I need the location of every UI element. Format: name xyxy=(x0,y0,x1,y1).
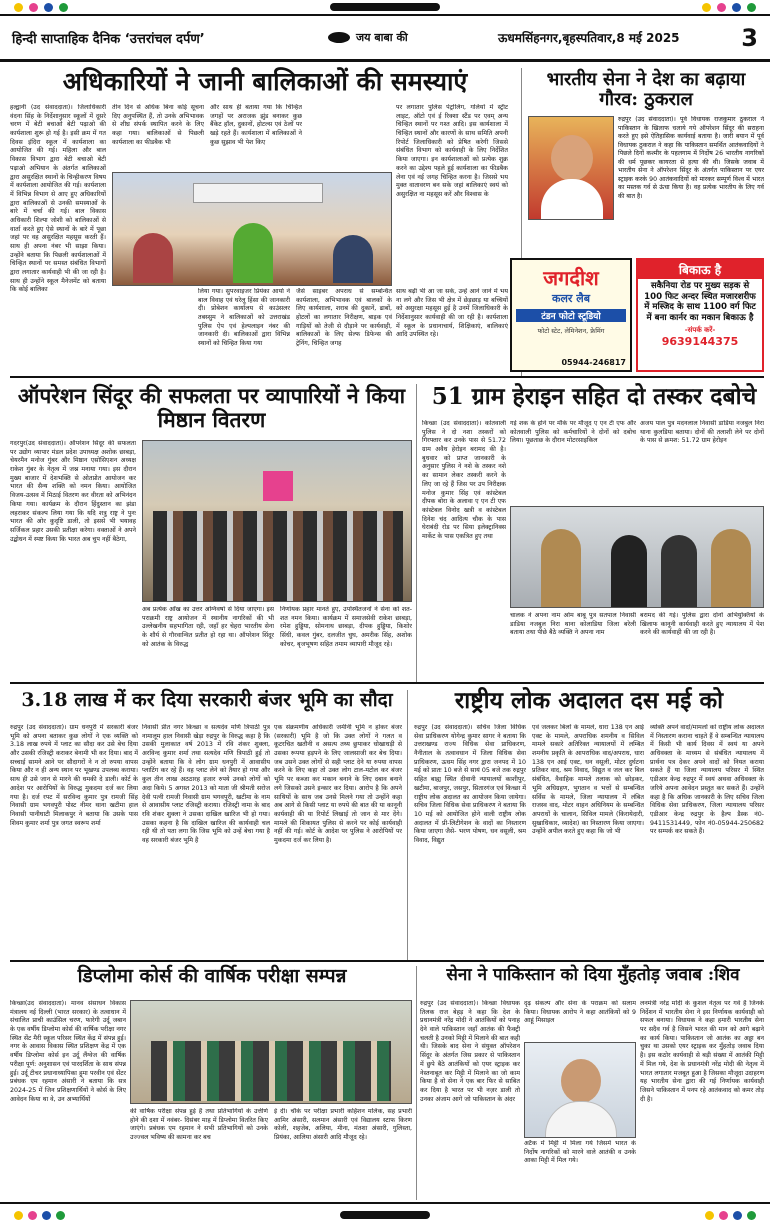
story4-col4: चालक ने अपना नाम ओम बाबू पुत्र सतपाल निवासी डाडिया नजबुल निरा थाना कोलाडिया जिला बरेली बताया तथा पीछे बैठे व्यक्ति ने अपना नाम xyxy=(510,612,636,637)
story5-col3: एक संक्रमणीय अधिकारी जमीनी भूमि न होकर बंजर (सरकारी) भूमि है जो कि उक्त लोगों ने गलत व कूटरचित खतौनी व असत्य तथ्य छुपाकर धोखाधड़ी से उसका रूपया हड़पने के लिए जालसाजी कर बेच दिया। जब उसने उक्त लोगों से सही प्लाट देने या रुपया वापस करने के लिए कहा तो उक्त लोग टाल-मटोल कर बंजर भूमि पर कब्जा कर मकान बनाने के लिए दबाव बनाने लगे जिसको उसने इन्कार कर दिया। आरोप है कि अपने साथियों के साथ जब उनसे मिलने गया तो उन्होंने कहा अब आगे से किसी प्लाट या रुपये की बात की या कानूनी कार्यवाही की या रिपोर्ट लिखाई तो जान से मार देंगे। मामले की शिकायत पुलिस से करने पर कोई कार्यवाही नहीं की गई। कोर्ट के आदेश पर पुलिस ने आरोपियों पर मुकदमा दर्ज कर लिया है। xyxy=(274,724,402,844)
story3-col3: निर्णायक प्रहार मानते हुए, उपस्थितजनों ने सेना को शत-शत नमन किया। कार्यक्रम में समाजसेवी राकेश छाबड़ा, रमेश हुड्डिया, सोमनाथ छाबड़ा, दीपक हुड्डिया, किशोर सिंधी, कवल गुंबर, दलजीत चुघ, अमरीक सिंह, अशोक कोचर, बृजभूषण सहित तमाम व्यापारी मौजूद रहे। xyxy=(280,606,412,648)
leaf-icon xyxy=(328,32,350,43)
section-rule xyxy=(10,960,764,962)
face-shape xyxy=(551,135,593,181)
yellow-dot-icon xyxy=(702,3,711,12)
pink-dot-icon xyxy=(717,3,726,12)
paper-name: हिन्दी साप्ताहिक दैनिक ‘उत्तरांचल दर्पण’ xyxy=(12,31,205,47)
story6-col2: एवं जलकर बिलों के मामले, धारा 138 एन आई एक्ट के मामले, अपराधिक शमनीय व सिविल मामले सकारे अतिरिक्त न्यायालयों में लम्बित शमनीय प्रकृति के आपराधिक वाद/अपराध, धारा 138 एन आई एक्ट, धन वसूली, मोटर दुर्घटना प्रतिकर वाद, श्रम विवाद, विद्युत व जल कर बिल संबंधित, वैवाहिक मामले तलाक को छोड़कर, भूमि अधिग्रहण, भुगतान व भत्तों से सम्बन्धित सर्विस के मामले, जिला न्यायालय में लंबित राजस्व वाद, मोटर वाहन अधिनियम के सम्बन्धित अपराधों के चालान, सिविल मामले (किरायेदारी, सुखाधिकार, व्यादेश) का निस्तारण किया जाएगा। उन्होंने अपील करते हुए कहा कि जो भी xyxy=(532,724,644,836)
green-dot-icon xyxy=(56,1211,65,1220)
ad-sale-contact-label: -संपर्क करें- xyxy=(684,325,716,334)
ad-sale xyxy=(636,258,764,372)
story8-col2: दृढ़ संकल्प और सेना के पराक्रम को सलाम किया। विधायक आरोप ने कहा आतंकियों को 9 आहूं मिसाइल xyxy=(524,1000,636,1025)
top-color-strip xyxy=(0,0,770,14)
yellow-dot-icon xyxy=(705,1211,714,1220)
officer-shape xyxy=(541,529,581,608)
story1-col4: पर लगातार पुलिस पेट्रोलिंग, गलियों में स्ट्रीट लाइट, ऑटो एवं ई रिक्शा स्टैंड पर एवम् अन्य चिन्हित स्थानों पर गश्त आदि। इस कार्यशाला में चिन्हित स्थानों और कारणों के साथ समिति अपनी रिपोर्ट जिलाधिकारी को प्रेषित करेगी जिससे संबंधित विभाग को कार्यवाही के लिए निर्देशित किया जाएगा। इन कार्यशालाओं को प्रत्येक शुक्र करने का उद्देश्य पहले हुई कार्यशाला का फीडबैक लेना एवं नई जगह चिन्हित करना है। जिससे भय मुक्त वातावरण बन सके जहां बालिकाएं स्वयं को असुरक्षित ना महसूस करें और विश्वास के xyxy=(396,104,508,198)
pink-dot-icon xyxy=(29,3,38,12)
officer-shape xyxy=(711,529,751,608)
ad-jagdish xyxy=(510,258,632,372)
story7-col1: किच्छा(उद संवाददाता)। मानव संसाधन विकास मंत्रालय नई दिल्ली (भारत सरकार) के तत्वाधान में संचालित प्राची काउंसिल चरण, फारेगी उर्दू जबान के एक वर्षीय डिप्लोमा कोर्स की वार्षिक परीक्षा नगर स्थित सेंट मैरी स्कूल परिसर स्थित केंद्र में संपन्न हुई। नगर के आवास विकास स्थित प्रशिक्षण केंद्र में एक वर्षीय डिप्लोमा कोर्स इन उर्दू लैंग्वेज की वार्षिक परीक्षा पूर्ण: अनुशासन एवं पारदर्शिता के साथ संपन्न हुई। उर्दू टीचर प्रधानाध्यापिका हुमा परवीन एवं सेंटर प्रबंधक एम रहमान अंसारी ने बताया कि सत्र 2024-25 में जिन प्रशिक्षणार्थियों ने कोर्स के लिए आवेदन किया था वे, उन अभ्यार्थियों xyxy=(10,1000,126,1103)
headline-story1: अधिकारियों ने जानी बालिकाओं की समस्याएं xyxy=(62,67,468,96)
accused-shape xyxy=(611,535,647,608)
story1-col5: लिया गया। सुपरवाइजर प्रियंका आर्या ने बाल विवाह एवं घरेलू हिंसा की जानकारी दी। प्रोबेशन कार्यालय से काउंसलर तबस्सुम ने बालिकाओं को उत्तराखंड पुलिस ऐप एवं हेल्पलाइन नंबर की जानकारी दी। बालिकाओं द्वारा विभिन्न स्थानों को चिन्हित किया गया xyxy=(198,288,290,348)
story6-col3: व्यक्ति अपने वादों/मामलों को राष्ट्रीय लोक अदालत में निस्तारण कराना चाहते हैं वे सम्बन्धित न्यायालय में किसी भी कार्य दिवस में स्वयं या अपने अधिवक्ता के माध्यम से संबंधित न्यायालय में प्रार्थना पत्र देकर अपने वादों को नियत कराया सकते हैं या जिला न्यायालय परिसर में स्थित एडीआर केन्द्र रुद्रपुर में स्वयं अथवा अधिवक्ता के जरिये अपना आवेदन प्रस्तुत कर सकते हैं। उन्होंने कहा है कि अधिक जानकारी के लिए सचिव जिला विधिक सेवा प्राधिकरण, जिला न्यायालय परिसर एडीआर केन्द्र रुद्रपुर के हैल्प डैस्क नं0-9411531449, फोन नं0-05944-250682 पर सम्पर्क कर सकते हैं। xyxy=(650,724,764,836)
story7-col2: की वार्षिक परीक्षा संपन्न हुई है तथा प्रतिभागियों के उत्तीर्ण होने की दशा में नवंबर- दिसंबर माह में डिप्लोमा वितरित किए जाएंगे। प्रबंधक एम रहमान ने सभी प्रतिभागियों को उनके उज्ज्वल भविष्य की कामना कर बच xyxy=(130,1108,268,1142)
blue-dot-icon xyxy=(733,1211,742,1220)
accused-shape xyxy=(661,535,697,608)
ad-jagdish-line2: टंडन फोटो स्टूडियो xyxy=(516,309,626,322)
blue-dot-icon xyxy=(44,3,53,12)
ad-sale-top: बिकाऊ है xyxy=(638,260,762,279)
blue-dot-icon xyxy=(42,1211,51,1220)
story4-col2: गई शक के होने पर मौके पर मौजूद ए एन टी एफ और कोतवाली पुलिस को कर्मचारियों ने दोनों को दबोच लिया। पूछताछ के दौरान मोटरसाइकिल xyxy=(510,420,636,445)
column-divider xyxy=(416,384,417,682)
page-number: 3 xyxy=(741,23,758,52)
banner-shape xyxy=(193,183,323,203)
story3-col2: अब प्रत्येक आँख का उत्तर अग्निवर्षा से दिया जाएगा। इस पराक्रमी राष्ट्र आयोजन में स्थानीय नागरिकों की भी उल्लेखनीय सहभागिता रही, जहाँ हर चेहरा भारतीय सेना के शौर्य से गौरवान्वित प्रतीत हो रहा था। ऑपरेशन सिंदूर को आतंक के विरुद्ध xyxy=(142,606,274,648)
ad-jagdish-phone: 05944-246817 xyxy=(561,358,626,367)
bottom-strip xyxy=(0,1202,770,1226)
ad-jagdish-name: जगदीश xyxy=(543,266,599,290)
headline-story4: 51 ग्राम हेराइन सहित दो तस्कर दबोचे xyxy=(431,383,757,410)
story4-photo xyxy=(510,506,764,608)
headline-story5: 3.18 लाख में कर दिया सरकारी बंजर भूमि का सौदा xyxy=(21,689,393,711)
yellow-dot-icon xyxy=(14,3,23,12)
ad-jagdish-line1: कलर लैब xyxy=(552,292,590,305)
story5-col2: निवासी प्रीत नगर किच्छा व सत्यदेव मणि त्रिपाठी पुत्र नामालूम हाल निवासी खेड़ा रुद्रपुर के विरुद्ध कहा है कि उसकी मुलाकात वर्ष 2013 में रवि शंकर शुक्ला, अरविन्द कुमार शर्मा तथा सत्यदेव मणि त्रिपाठी हुई तो उन्होंने बताया कि वे लोग ग्राम धनपुरी में आवासीय प्लाटिंग कर रहे हैं। वह प्लाट लेने को तैयार हो गया और कुल तीन लाख अठठारह हजार रुपये उनको लोगों को अदा किये। 5 अगस्त 2013 को माता जी श्रीमती सरोज देवी पत्नी रामजी निवासी ग्राम भगवपुरी, खटीमा के नाम से आवासीय प्लाट रजिस्ट्री कराया। रजिस्ट्री नामा के बाद रवि शंकर शुक्ला ने उसका दाखिल खारिज भी हो गया। उसका कहना है कि दाखिल खारिज की कार्यवाही चल रही थी तो पता लगा कि जिस भूमि को उन्हें बेचा गया है वह सरकारी बंजर भूमि है xyxy=(142,724,270,844)
story1-col2: तीन दिन से अधिक बिना कोई सूचना दिए अनुपस्थित हैं, तो उनके अभिभावक से शीघ्र संपर्क स्थापित करने के लिए कहा गया। बालिकाओं से पिछली कार्यशाला का फीडबैक भी xyxy=(112,104,204,146)
poster-shape xyxy=(263,471,293,501)
column-divider xyxy=(407,690,408,960)
story8-col3: अटैक में मिट्टी मे मिला गये जिसमें भारत के निर्दोष नागरिकों को मारने वाले आतंकी व उनके आका मिट्टी में मिल गये। xyxy=(524,1140,636,1165)
portrait-photo xyxy=(528,116,614,220)
shirt-shape xyxy=(545,1101,617,1138)
slogan xyxy=(328,30,498,45)
headline-story7: डिप्लोमा कोर्स की वार्षिक परीक्षा सम्पन्न xyxy=(77,965,347,987)
story3-col1: गदरपुर(उद संवाददाता)। ऑपरेशन सिंदूर की सफलता पर उद्योग व्यापार मंडल प्रदेश उपाध्यक्ष अशोक छाबड़ा, चेयरमैन मनोज गुंबर और मिष्ठान एसोसिएशन अध्यक्ष राकेश गुंबर के नेतृत्व में जश्न मनाया गया। इस दौरान मुख्य बाजार में देशभक्ति से ओतप्रोत आयोजन कर भारत की सैन्य शक्ति को नमन किया। आयोजित विजय-उत्सव में मिठाई वितरण कर वीरता को अभिनंदन किया गया। कार्यक्रम के दौरान हिंदुस्तान का झंडा लहराकर संकल्प लिया गया कि यदि शत्रु राष्ट्र ने पुनः भारत की ओर कुदृष्टि डाली, तो इससे भी भयावह सर्जिकल प्रहार उसकी प्रतीक्षा करेगा। वक्ताओं ने अपने उद्बोधन में स्पष्ट किया कि भारत अब चुप नहीं बैठेगा, xyxy=(10,440,136,543)
yellow-dot-icon xyxy=(14,1211,23,1220)
ad-sale-phone: 9639144375 xyxy=(661,334,739,348)
person-shape xyxy=(233,223,273,283)
students-shape xyxy=(151,1041,391,1101)
story8-col4: लनमंत्री नरेंद्र मोदी के कुशल नेतृत्व पर गर्व है जिनके निर्देशन में भारतीय सेना ने इस निर्णायक कार्यवाही को सफल बनाया। विधायक ने कहा हमारी भारतीय सेना पर सदैव गर्व है जिसने भारत की मान को आगे बढ़ाने का कार्य किया। पाकिस्तान जो आतंक का अड्डा बन चुका था उसको एयर स्ट्राइक कर मुँहतोड़ जवाब दिया है। इस कठोर कार्यवाही से बड़ी संख्या में आतंकी मिट्टी में मिल गये, देश के प्रधानमंत्री नरेंद्र मोदी की नेतृत्व में भारत लगातार मजबूत हुआ है जिसका मौजूदा उदाहरण यह भारतीय सेना द्वारा की गई निर्णायक कार्यवाही जिसने पाकिस्तान में पनप रहे आतंकवाद को कमर तोड़ दी है। xyxy=(640,1000,764,1103)
dateline: ऊधमसिंहनगर,बृहस्पतिवार,8 मई 2025 xyxy=(498,31,680,45)
story5-col1: रुद्रपुर (उद संवाददाता)। ग्राम धनपुरी में सरकारी बंजर भूमि को अपना बताकर कुछ लोगों ने एक व्यक्ति को 3.18 लाख रुपये में प्लाट का सौदा कर उसे बेच दिया और उसकी रजिस्ट्री कराकर बेनामी भी कर दिया। बाद में सच्चाई सामने आने पर सौदागरों ने न तो रुपया वापस किया और न ही अन्य स्थान पर भूखण्ड उपलब्ध कराया। साथ ही उसे जान से मारने की धमकी दे डाली। कोर्ट के आदेश पर आरोपियों के विरुद्ध मुकदमा दर्ज कर लिया गया है। दर्ज रपट में सरविन्द कुमार पुत्र रामजी सिंह निवासी ग्राम भगवपुरी पोस्ट नीमर थाना खटीमा हाल निवासी पानीघाटी मिलाकपुर ने बताया कि उसके पास शिवम कुमार शर्मा पुत्र जगत स्वरूप शर्मा xyxy=(10,724,138,827)
story2-body: रुद्रपुर (उद संवाददाता)। पूर्व विधायक राजकुमार ठुकराल ने पाकिस्तान के खिलाफ चलाये गये ऑपरेशन सिंदूर की सराहना करते हुए इसे ऐतिहासिक कार्यवाई बताया है। जारी बयान में पूर्व विधायक ठुकराल ने कहा कि पाकिस्तान समर्थित आतंकवादियों ने पिछले दिनों कश्मीर के पहलगाम में निर्दोष 26 भारतीय नागरिकों की धर्म पूछकर कायरता से हत्या की थी। जिसके जवाब में भारतीय सेना ने ऑपरेशन सिंदूर के अंतर्गत पाकिस्तान पर एयर स्ट्राइक करके 90 आतंकवादियों को मारकर सम्पूर्ण विश्व में भारत का मस्तक गर्व से ऊंचा किया है। वह प्रत्येक भारतीय के लिए गर्व की बात है। xyxy=(618,116,764,200)
story7-photo xyxy=(130,1000,412,1104)
section-rule xyxy=(10,376,764,378)
story8-col1: रुद्रपुर (उद संवाददाता)। किच्छा विधायक तिलक राज बेहड़ ने कहा कि देश के प्रधानमंत्री नरेंद्र मोदी ने आतंकियों को पनाह देने वाले पाकिस्तान जहाँ आतंक की फैक्ट्री चलती है उनको मिट्टी में मिलाने की बात कही थी। जिसके बाद सेना ने संयुक्त ऑपरेशन सिंदूर के अंतर्गत जिस प्रकार से पाकिस्तान में छुपे बैठे आतंकियों को एयर स्ट्राइक कर नेस्तनाबूत कर मिट्टी में मिलाने का जो काम किया है वो सेना ने एक बार फिर से साबित कर दिया है भारत पर भी नज़र डाली तो उनका अंजाम आगे जो पाकिस्तान के अंदर xyxy=(420,1000,520,1103)
person-shape xyxy=(133,233,173,283)
headline-story8: सेना ने पाकिस्तान को दिया मुँहतोड़ जवाब :शिव xyxy=(446,965,740,985)
section-rule xyxy=(10,682,764,684)
headline-story6: राष्ट्रीय लोक अदालत दस मई को xyxy=(454,687,724,714)
story3-photo xyxy=(142,440,412,602)
headline-story2: भारतीय सेना ने देश का बढ़ाया गौरव: ठुकराल xyxy=(546,69,746,111)
column-divider xyxy=(416,966,417,1200)
story1-col6: जैसे साइबर अपराध से सम्बन्धित कार्यशाला, अभिभावक एवं बालकों के लिए कार्यशाला, शराब की दुकानें, ढाबों, होटलों का लगातार निरीक्षण, बाइक एवं गाड़ियों को तेजी से दौड़ाने पर कार्यवाही, बालिकाओं के लिए सेल्फ डिफेन्स की ट्रेनिंग, चिन्हित जगह xyxy=(296,288,392,348)
green-dot-icon xyxy=(747,3,756,12)
green-dot-icon xyxy=(59,3,68,12)
black-bar-icon xyxy=(340,1211,430,1219)
story1-col3: और साथ ही बताया गया कि चिन्हित जगहों पर अराजक झुंड बनाकर कुछ बैंकेट हॉल, दुकानों, होटल्स एवं ठेलों पर खड़े रहते हैं। कार्यशाला में बालिकाओं ने कुछ सुझाव भी पेश किए xyxy=(210,104,302,146)
pink-dot-icon xyxy=(28,1211,37,1220)
color-dots-left xyxy=(14,1211,65,1220)
story8-portrait xyxy=(524,1042,636,1138)
crowd-shape xyxy=(153,511,403,601)
face-shape xyxy=(561,1059,601,1103)
slogan-text: जय बाबा की xyxy=(356,31,408,44)
black-bar-icon xyxy=(330,3,440,11)
story4-col1: किच्छा (उद संवाददाता)। कोतवाली पुलिस ने दो नशा तस्करों को गिरफ्तार कर उनके पास से 51.72 ग्राम अवैध हेरोइन बरामद की है। बुधवार को प्राप्त जानकारी के अनुसार पुलिस ने नशे के तस्कर नशे का सामान लेकर तस्करी करने के लिए जा रहे हैं जिस पर उप निरीक्षक मनोज कुमार सिंह एवं कांस्टेबल दीपक बोरा के अलावा ए एन टी एफ कांस्टेबल विनोद खत्री व कांस्टेबल दिनेश चंद आदित्य चौक के पास घेराबंदी रोड पर सिया इलेक्ट्रानिक्स मार्केट के पास एकत्रित हुए तथा xyxy=(422,420,506,540)
green-dot-icon xyxy=(747,1211,756,1220)
story4-col5: बरामद की गई। पुलिस द्वारा दोनों अभियुक्तियों के खिलाफ कानूनी कार्यवाही करते हुए न्यायालय में पेश करने की कार्यवाही की जा रही है। xyxy=(640,612,764,637)
masthead xyxy=(0,14,770,62)
story6-col1: रुद्रपुर (उद संवाददाता)। सचिव जिला विधिक सेवा प्राधिकरण योगेन्द्र कुमार सागर ने बताया कि उत्तराखण्ड राज्य विधिक सेवा प्राधिकरण, नैनीताल के तत्वावधान में जिला विधिक सेवा प्राधिकरण, ऊधम सिंह नगर द्वारा जनपद में 10 मई को प्रातः 10 बजे से सायं 05 बजे तक रुद्रपुर सहित बाह्य स्थित दीवानी न्यायालयों काशीपुर, खटीमा, बाजपुर, जसपुर, सितारगंज एवं किच्छा में राष्ट्रीय लोक अदालत का आयोजन किया जायेगा। सचिव जिला विधिक सेवा प्राधिकरण ने बताया कि 10 मई को आयोजित होने वाली राष्ट्रीय लोक अदालत में प्री-लिटीगेशन के वादों का निस्तारण किया जाएगा जैसे- भरण पोषण, धन वसूली, श्रम विवाद, विद्युत xyxy=(414,724,526,844)
story7-col3: ई दी। चौके पर परीक्षा प्रभारी कहिशन मलिक, सह प्रभारी आमिर अंसारी, सलमान अंसारी एवं विद्यालय स्टाफ किरण कोली, शहजेब, अलिया, मीना, मंतशा अंसारी, गुलिस्ता, प्रियंका, आलिया अंसारी आदि मौजूद रहे। xyxy=(274,1108,412,1142)
blue-dot-icon xyxy=(732,3,741,12)
story1-col7: साथ बढ़ीं भी आ जा सकें, उन्हें आने जाने में भय ना लगे और जिस भी क्षेत्र में छेड़छाड़ या बच्चियों को असुरक्षा महसूस हुई है उनमें जिलाधिकारी के निर्देशानुसार कार्यवाही की जा रही है। कार्यशाला में स्कूल के प्रधानाचार्य, शिक्षिकाएं, बालिकाएं आदि उपस्थित रहे। xyxy=(396,288,508,339)
headline-story3: ऑपरेशन सिंदूर की सफलता पर व्यापारियों ने किया मिष्ठान वितरण xyxy=(17,383,406,432)
shirt-shape xyxy=(541,179,603,220)
story1-col1: हल्द्वानी (उद संवाददाता)। जिलाधिकारी वंदना सिंह के निर्देशानुसार स्कूलों में दूसरे चरण में बेटी बचाओ बेटी पढ़ाओ की कार्यशाला शुरू हो गई है। इसी क्रम में गत दिवस इंदिरा स्कूल में कार्यशाला का आयोजित की गई। महिला और बाल विकास विभाग द्वारा बेटी बचाओ बेटी पढ़ाओ अभियान के अंतर्गत बालिकाओं द्वारा असुरक्षित स्थानों के चिन्हीकरण विषय में कार्यशाला आयोजित की गई। कार्यशाला में विभिन्न विभाग से आए हुए अधिकारियों द्वारा बालिकाओं से उनकी समस्याओं के बारे में चर्चा की गई। बाल विकास अधिकारी शिल्पा जोशी को बालिकाओं से वार्ता करते हुए ऐसे स्थानों के बारे में पूछा जहां पर वह असुरक्षित महसूस करती हैं। साथ ही अपना नंबर भी साझा किया। उन्होंने बताया कि पिछली कार्यशालाओं में चिन्हित स्थानों पर समस्त संबंधित विभागों द्वारा लगातार कार्यवाही भी की जा रही है। साथ ही उन्होंने स्कूल मैनेजमेंट को बताया कि कोई बालिका xyxy=(10,104,106,294)
color-dots-right xyxy=(705,1211,756,1220)
story1-photo xyxy=(112,172,392,286)
person-shape xyxy=(333,235,373,283)
pink-dot-icon xyxy=(719,1211,728,1220)
story4-col3: अजय पाल पुत्र मदनलाल निवासी डाडिया नजबुल निरा थाना कुलडिया बताया। दोनों की तलाशी लेने पर दोनों के पास से क्रमश: 51.72 ग्राम हेरोइन xyxy=(640,420,764,445)
ad-sale-body: सकैनिया रोड पर मुख्य सड़क से 100 फिट अन्दर स्थित मजारशरीफ में मस्जिद के साथ 1100 वर्ग फिट में बना कार्नर का मकान बिकाऊ है xyxy=(644,281,756,324)
ad-jagdish-note: फोटो स्टेट, लेमिनेशन, फ्रेमिंग xyxy=(537,327,605,335)
